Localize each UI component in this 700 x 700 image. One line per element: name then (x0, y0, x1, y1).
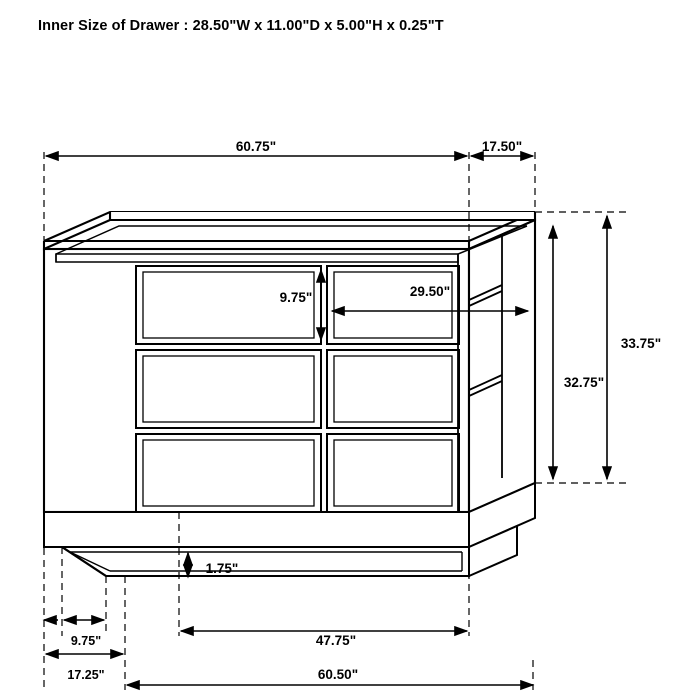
dim-label-47-75: 47.75" (315, 633, 357, 648)
dim-base-depth-small (44, 620, 104, 648)
dim-base-width-inner (181, 631, 467, 648)
page-title: Inner Size of Drawer : 28.50"W x 11.00"D x 5.00"H x 0.25"T (38, 18, 444, 34)
dim-label-1-75: 1.75" (205, 561, 239, 576)
dim-label-60-75: 60.75" (235, 139, 277, 154)
dim-top-width-side (471, 139, 533, 156)
dim-base-depth (46, 654, 123, 682)
dim-label-9-75-drawer: 9.75" (279, 290, 313, 305)
dim-total-height (607, 216, 661, 479)
dim-label-17-25: 17.25" (67, 668, 105, 682)
dim-label-9-75-base: 9.75" (70, 634, 102, 648)
dim-label-29-50: 29.50" (409, 284, 451, 299)
dim-case-height (553, 226, 604, 479)
dim-top-width-front (46, 139, 467, 156)
dim-label-33-75: 33.75" (620, 336, 662, 351)
dim-base-width-total (127, 660, 533, 690)
dim-label-17-50: 17.50" (481, 139, 523, 154)
dim-label-60-50: 60.50" (317, 667, 359, 682)
dim-label-32-75: 32.75" (563, 375, 605, 390)
